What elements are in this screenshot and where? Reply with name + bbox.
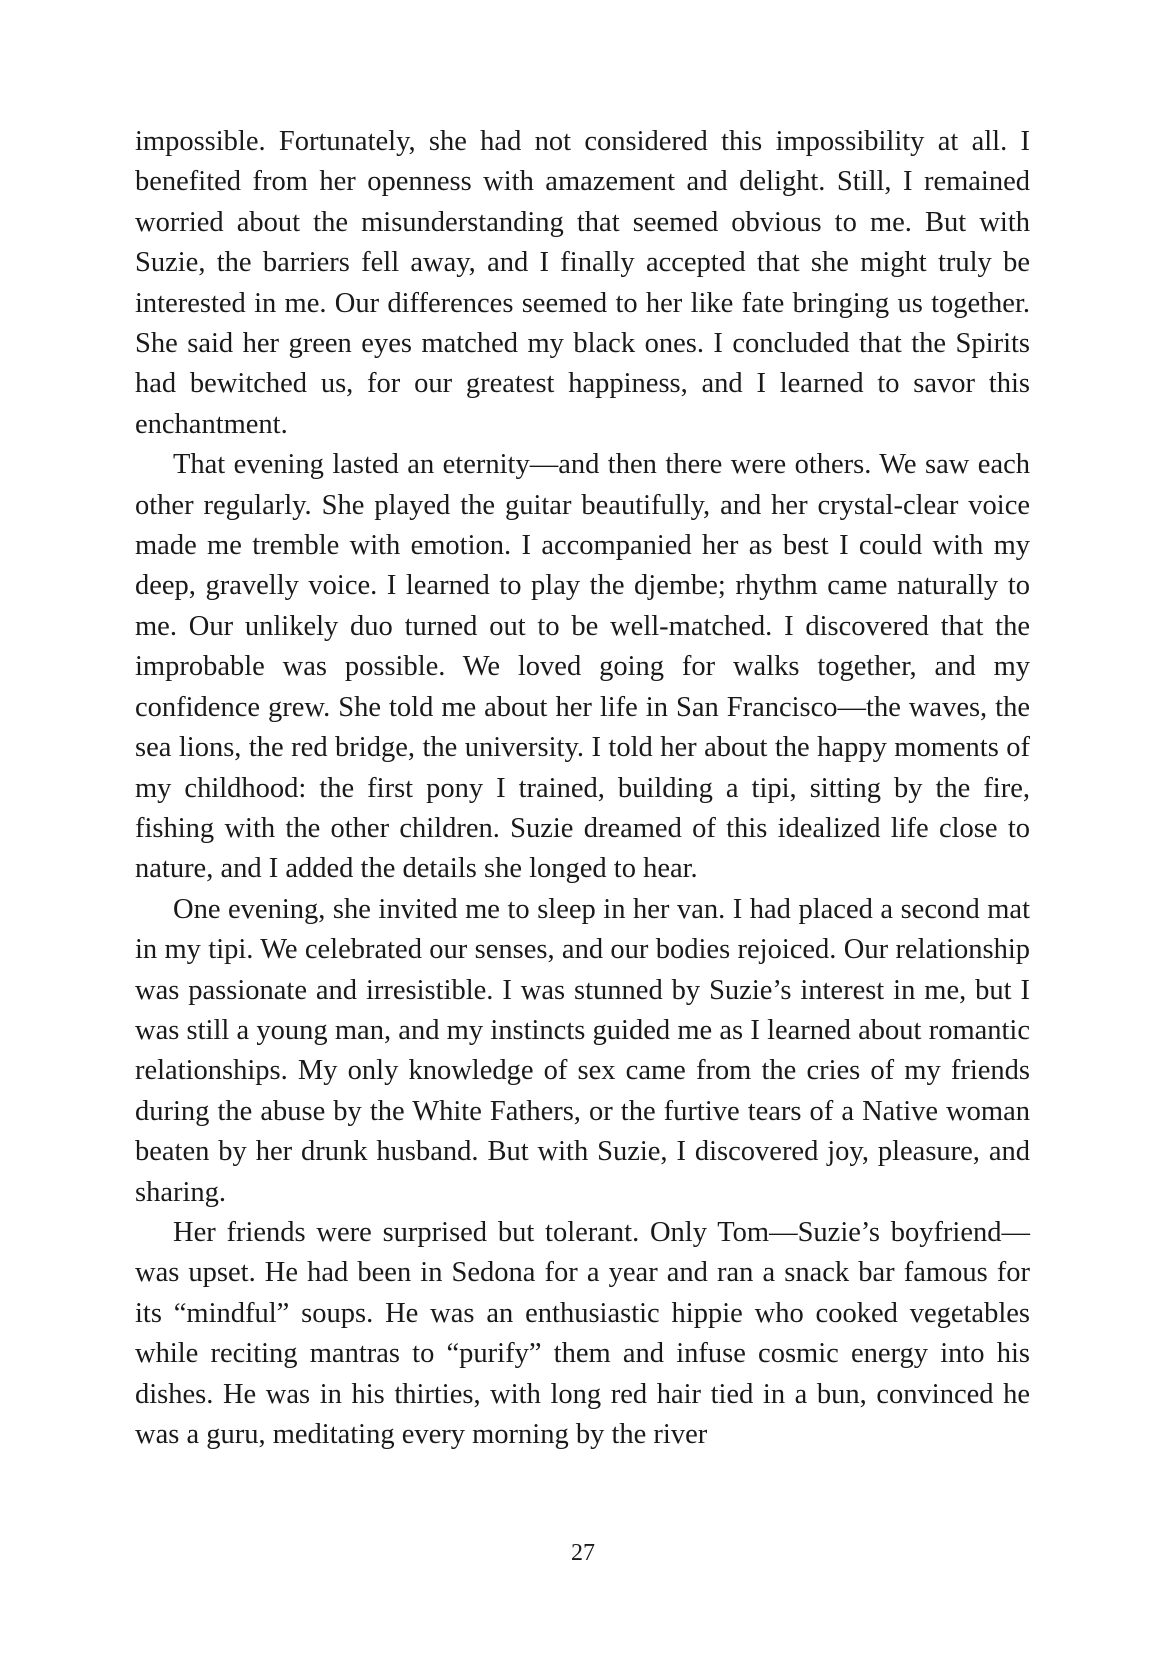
paragraph-3: One evening, she invited me to sleep in her van. I had placed a second mat in my tipi. We celebrated our senses, and our bodies rejoiced. Our relationship was passionate and irresistible. I was stunned by Suzie’s interest in me, but I was still a young man, and my instincts guided me as I learned about romantic relationships. My only knowledge of sex came from the cries of my friends during the abuse by the White Fathers, or the furtive tears of a Native woman beaten by her drunk husband. But with Suzie, I discovered joy, pleasure, and sharing. <box>135 893 1030 1208</box>
paragraph-4: Her friends were surprised but tolerant. Only Tom—Suzie’s boyfriend—was upset. He had been in Sedona for a year and ran a snack bar famous for its “mindful” soups. He was an enthusiastic hippie who cooked vegetables while reciting mantras to “purify” them and infuse cosmic energy into his dishes. He was in his thirties, with long red hair tied in a bun, convinced he was a guru, meditating every morning by the river <box>135 1216 1030 1450</box>
page-number: 27 <box>571 1540 595 1566</box>
body-text <box>135 122 1030 1455</box>
paragraph-1: impossible. Fortunately, she had not considered this impossibility at all. I benefited from her openness with amazement and delight. Still, I remained worried about the misunderstanding that seemed obvious to me. But with Suzie, the barriers fell away, and I finally accepted that she might truly be interested in me. Our differences seemed to her like fate bringing us together. She said her green eyes matched my black ones. I concluded that the Spirits had bewitched us, for our greatest happiness, and I learned to savor this enchantment. <box>135 126 1030 440</box>
paragraph-2: That evening lasted an eternity—and then there were others. We saw each other regularly. She played the guitar beautifully, and her crystal-clear voice made me tremble with emotion. I accompanied her as best I could with my deep, gravelly voice. I learned to play the djembe; rhythm came naturally to me. Our unlikely duo turned out to be well-matched. I discovered that the improbable was possible. We loved going for walks together, and my confidence grew. She told me about her life in San Francisco—the waves, the sea lions, the red bridge, the university. I told her about the happy moments of my childhood: the first pony I trained, building a tipi, sitting by the fire, fishing with the other children. Suzie dreamed of this idealized life close to nature, and I added the details she longed to hear. <box>135 449 1030 885</box>
